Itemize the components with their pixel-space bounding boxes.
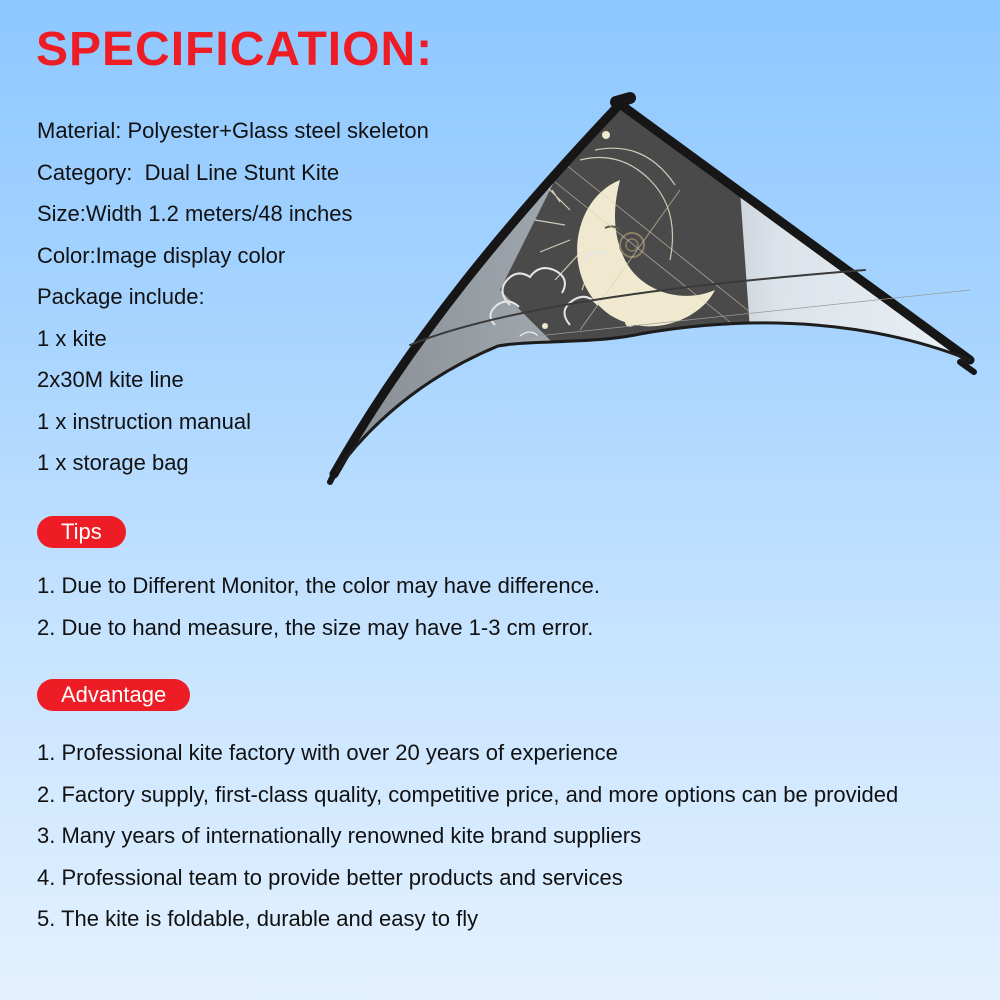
spec-package-kite: 1 x kite (37, 325, 107, 351)
page-title: SPECIFICATION: (36, 23, 434, 76)
advantage-item: 3. Many years of internationally renowned kite brand suppliers (37, 823, 642, 848)
advantage-list (37, 734, 898, 942)
spec-material: Material: Polyester+Glass steel skeleton (37, 118, 429, 143)
spec-category: Category: Dual Line Stunt Kite (37, 159, 340, 185)
spec-color: Color:Image display color (37, 242, 286, 268)
spec-size: Size:Width 1.2 meters/48 inches (37, 201, 353, 226)
kite-image (320, 90, 990, 490)
tips-list (37, 567, 600, 651)
tips-badge: Tips (37, 516, 126, 548)
tip-item: 1. Due to Different Monitor, the color may have difference. (37, 573, 600, 598)
advantage-item: 4. Professional team to provide better products and services (37, 864, 623, 890)
advantage-badge: Advantage (37, 679, 190, 711)
spec-package-manual: 1 x instruction manual (37, 408, 251, 434)
advantage-item: 5. The kite is foldable, durable and easy to fly (37, 906, 479, 931)
advantage-item: 2. Factory supply, first-class quality, competitive price, and more options can be provided (37, 781, 899, 807)
spec-package-heading: Package include: (37, 284, 205, 309)
spec-package-bag: 1 x storage bag (37, 450, 189, 475)
spec-package-line: 2x30M kite line (37, 367, 184, 392)
advantage-item: 1. Professional kite factory with over 20 years of experience (37, 740, 618, 765)
tip-item: 2. Due to hand measure, the size may have 1-3 cm error. (37, 615, 594, 640)
